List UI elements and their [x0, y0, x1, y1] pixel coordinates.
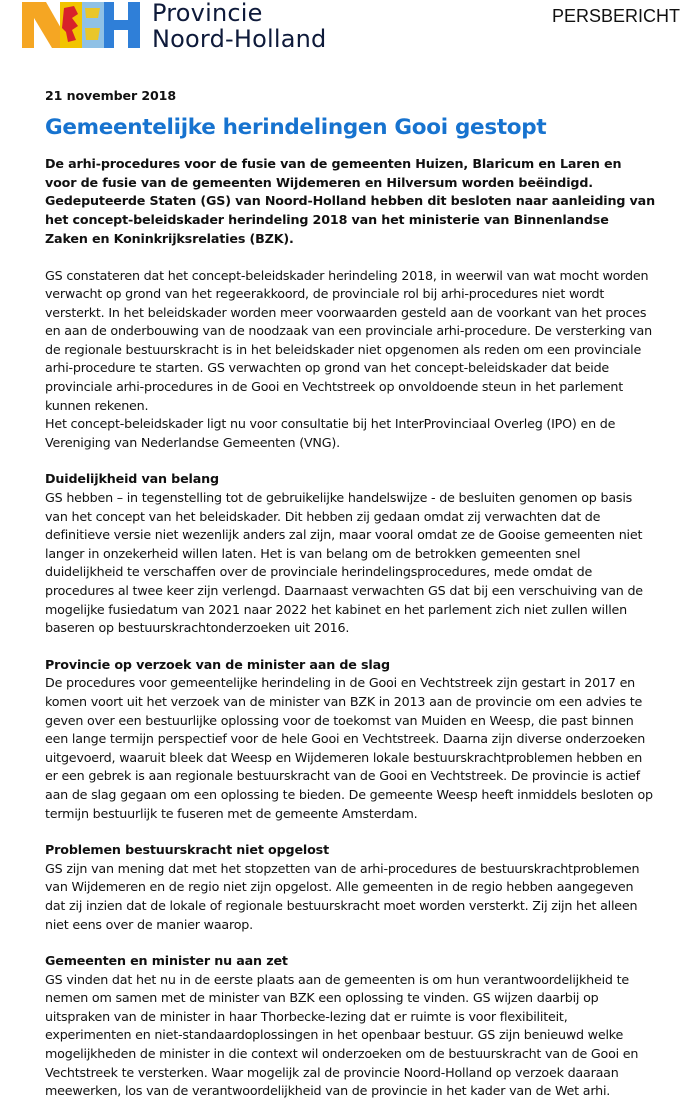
page-header	[0, 0, 700, 70]
section-heading: Duidelijkheid van belang	[45, 471, 219, 487]
lead-paragraph: De arhi-procedures voor de fusie van de gemeenten Huizen, Blaricum en Laren en voor de fusie van de gemeenten Wijdemeren en Hilversum worden beëindigd. Gedeputeerde Staten (GS) van Noord-Holland hebben dit besloten naar aanleiding van het concept-beleidskader herindeling 2018 van het ministerie van Binnenlandse Zaken en Koninkrijksrelaties (BZK).	[45, 156, 655, 246]
section-gemeenten-en-minister	[45, 952, 655, 1101]
document-type-label: PERSBERICHT	[551, 6, 680, 26]
section-problemen-bestuurskracht	[45, 841, 655, 934]
organization-line-1: Provincie	[152, 0, 263, 27]
provincie-noord-holland-logo-icon	[22, 0, 140, 50]
page-title: Gemeentelijke herindelingen Gooi gestopt	[45, 115, 547, 140]
section-provincie-aan-de-slag	[45, 656, 655, 823]
section-body: GS hebben – in tegenstelling tot de gebruikelijke handelswijze - de besluiten genomen op basis van het concept van het beleidskader. Dit hebben zij gedaan omdat zij verwachten dat de definitieve versie niet wezenlijk anders zal zijn, maar vooral omdat ze de Gooise gemeenten niet langer in onzekerheid willen laten. Het is van belang om de betrokken gemeenten snel duidelijkheid te verschaffen over de provinciale herindelingsprocedures, mede omdat de procedures al twee keer zijn verlengd. Daarnaast verwachten GS dat bij een verschuiving van de mogelijke fusiedatum van 2021 naar 2022 het kabinet en het parlement zich niet zullen willen baseren op bestuurskrachtonderzoeken uit 2016.	[45, 490, 643, 636]
section-body: GS vinden dat het nu in de eerste plaats aan de gemeenten is om hun verantwoordelijkheid te nemen om samen met de minister van BZK een oplossing te vinden. GS wijzen daarbij op uitspraken van de minister in haar Thorbecke-lezing dat er ruimte is voor flexibiliteit, experimenten en niet-standaardoplossingen in het openbaar bestuur. GS zijn benieuwd welke mogelijkheden de minister in die context wil onderzoeken om de bestuurskracht van de Gooi en Vechtstreek te versterken. Waar mogelijk zal de provincie Noord-Holland op verzoek daaraan meewerken, los van de verantwoordelijkheid van de provincie in het kader van de Wet arhi.	[45, 971, 639, 1099]
intro-paragraph: GS constateren dat het concept-beleidskader herindeling 2018, in weerwil van wat mocht worden verwacht op grond van het regeerakkoord, de provinciale rol bij arhi-procedures niet wordt versterkt. In het beleidskader worden meer voorwaarden gesteld aan de voorkant van het proces en aan de onderbouwing van de noodzaak van een provinciale arhi-procedure. De versterking van de regionale bestuurskracht is in het beleidskader niet opgenomen als reden om een provinciale arhi-procedure te starten. GS verwachten op grond van het concept-beleidskader dat beide provinciale arhi-procedures in de Gooi en Vechtstreek op onvoldoende steun in het parlement kunnen rekenen.	[45, 267, 652, 413]
section-body: De procedures voor gemeentelijke herindeling in de Gooi en Vechtstreek zijn gestart in 2017 en komen voort uit het verzoek van de minister van BZK in 2013 aan de provincie om een advies te geven over een bestuurlijke oplossing voor de toekomst van Muiden en Weesp, die past binnen een lange termijn perspectief voor de hele Gooi en Vechtstreek. Daarna zijn diverse onderzoeken uitgevoerd, waaruit bleek dat Weesp en Wijdemeren lokale bestuurskrachtproblemen hebben en er een gebrek is aan regionale bestuurskracht van de Gooi en Vechtstreek. De provincie is actief aan de slag gegaan om een oplossing te bieden. De gemeente Weesp heeft inmiddels besloten op termijn bestuurlijk te fuseren met de gemeente Amsterdam.	[45, 675, 653, 821]
section-duidelijkheid	[45, 470, 655, 637]
organization-line-2: Noord-Holland	[152, 25, 327, 53]
publication-date: 21 november 2018	[45, 88, 177, 103]
organization-name	[152, 0, 326, 52]
intro-paragraph: Het concept-beleidskader ligt nu voor consultatie bij het InterProvinciaal Overleg (IPO) en de Vereniging van Nederlandse Gemeenten (VNG).	[45, 416, 616, 450]
section-heading: Problemen bestuurskracht niet opgelost	[45, 842, 329, 858]
section-body: GS zijn van mening dat met het stopzetten van de arhi-procedures de bestuurskrachtproblemen van Wijdemeren en de regio niet zijn opgelost. Alle gemeenten in de regio hebben aangegeven dat zij inzien dat de lokale of regionale bestuurskracht moet worden versterkt. Zij zijn het alleen niet eens over de manier waarop.	[45, 860, 640, 932]
section-heading: Gemeenten en minister nu aan zet	[45, 953, 288, 969]
press-release-body	[45, 88, 655, 1101]
section-heading: Provincie op verzoek van de minister aan de slag	[45, 656, 390, 672]
